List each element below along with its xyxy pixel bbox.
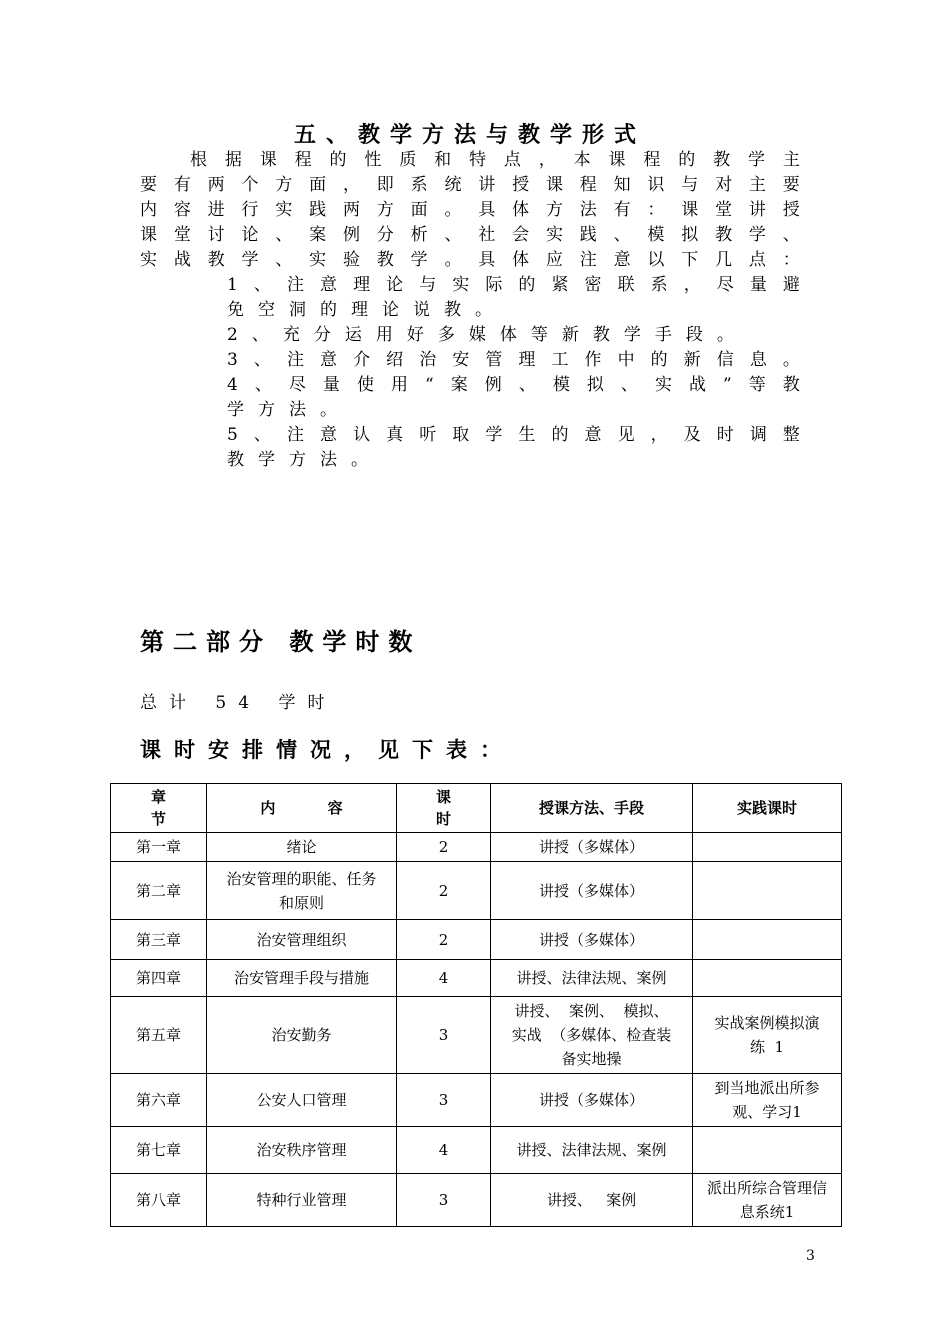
header-practice: 实践课时 — [693, 784, 842, 833]
cell-content: 绪论 — [207, 833, 397, 862]
cell-method: 讲授、 案例 — [491, 1174, 693, 1227]
cell-practice: 实战案例模拟演练 1 — [693, 997, 842, 1074]
cell-content: 治安勤务 — [207, 997, 397, 1074]
cell-method: 讲授（多媒体） — [491, 862, 693, 920]
cell-practice: 到当地派出所参观、学习1 — [693, 1074, 842, 1127]
total-hours: 总计 54 学时 — [140, 693, 337, 713]
cell-practice: 派出所综合管理信息系统1 — [693, 1174, 842, 1227]
cell-hours: 4 — [397, 960, 491, 997]
cell-method: 讲授（多媒体） — [491, 833, 693, 862]
cell-practice — [693, 1127, 842, 1174]
cell-content: 治安管理手段与措施 — [207, 960, 397, 997]
section-title: 五、教学方法与教学形式 — [293, 122, 646, 148]
list-item: 2 、 充 分 运 用 好 多 媒 体 等 新 教 学 手 段 。 — [227, 325, 734, 345]
header-hours: 课 时 — [397, 784, 491, 833]
cell-content: 特种行业管理 — [207, 1174, 397, 1227]
cell-chapter: 第一章 — [111, 833, 207, 862]
cell-chapter: 第七章 — [111, 1127, 207, 1174]
list-item-continuation: 学 方 法 。 — [227, 400, 337, 420]
header-chapter: 章 节 — [111, 784, 207, 833]
table-header-row — [111, 784, 842, 833]
cell-content: 治安秩序管理 — [207, 1127, 397, 1174]
cell-hours: 3 — [397, 1074, 491, 1127]
table-row — [111, 960, 842, 997]
list-item-continuation: 教 学 方 法 。 — [227, 450, 368, 470]
table-row — [111, 997, 842, 1074]
cell-hours: 2 — [397, 920, 491, 960]
list-item: 3 、 注 意 介 绍 治 安 管 理 工 作 中 的 新 信 息 。 — [227, 350, 800, 370]
cell-content: 治安管理的职能、任务和原则 — [207, 862, 397, 920]
paragraph-line: 内 容 进 行 实 践 两 方 面 。 具 体 方 法 有 ： 课 堂 讲 授 — [140, 200, 800, 220]
paragraph-line: 根 据 课 程 的 性 质 和 特 点 ， 本 课 程 的 教 学 主 — [190, 150, 800, 170]
cell-chapter: 第六章 — [111, 1074, 207, 1127]
paragraph-line: 要 有 两 个 方 面 ， 即 系 统 讲 授 课 程 知 识 与 对 主 要 — [140, 175, 800, 195]
table-row — [111, 1174, 842, 1227]
table-row — [111, 833, 842, 862]
cell-practice — [693, 833, 842, 862]
section-paragraph — [140, 148, 800, 473]
table-row — [111, 1074, 842, 1127]
cell-hours: 3 — [397, 1174, 491, 1227]
paragraph-line: 课 堂 讨 论 、 案 例 分 析 、 社 会 实 践 、 模 拟 教 学 、 — [140, 225, 800, 245]
cell-chapter: 第四章 — [111, 960, 207, 997]
table-row — [111, 920, 842, 960]
cell-hours: 3 — [397, 997, 491, 1074]
header-content: 内 容 — [207, 784, 397, 833]
cell-method: 讲授、 案例、 模拟、 实战 （多媒体、检查装备实地操 — [491, 997, 693, 1074]
list-item: 1 、 注 意 理 论 与 实 际 的 紧 密 联 系 ， 尽 量 避 — [227, 275, 800, 295]
cell-practice — [693, 862, 842, 920]
header-method: 授课方法、手段 — [491, 784, 693, 833]
cell-method: 讲授、法律法规、案例 — [491, 1127, 693, 1174]
cell-practice — [693, 920, 842, 960]
cell-content: 公安人口管理 — [207, 1074, 397, 1127]
list-item: 4 、 尽 量 使 用 “ 案 例 、 模 拟 、 实 战 ” 等 教 — [227, 375, 800, 395]
table-row — [111, 1127, 842, 1174]
cell-hours: 4 — [397, 1127, 491, 1174]
page-number: 3 — [806, 1248, 815, 1264]
schedule-table — [110, 783, 842, 1227]
list-item: 5 、 注 意 认 真 听 取 学 生 的 意 见 ， 及 时 调 整 — [227, 425, 800, 445]
cell-chapter: 第八章 — [111, 1174, 207, 1227]
cell-chapter: 第三章 — [111, 920, 207, 960]
table-row — [111, 862, 842, 920]
cell-method: 讲授（多媒体） — [491, 1074, 693, 1127]
cell-method: 讲授、法律法规、案例 — [491, 960, 693, 997]
part-title: 第二部分 教学时数 — [140, 627, 422, 656]
arrangement-title: 课时安排情况，见下表： — [140, 737, 514, 762]
paragraph-line: 实 战 教 学 、 实 验 教 学 。 具 体 应 注 意 以 下 几 点 ： — [140, 250, 800, 270]
cell-hours: 2 — [397, 833, 491, 862]
cell-practice — [693, 960, 842, 997]
cell-method: 讲授（多媒体） — [491, 920, 693, 960]
cell-chapter: 第五章 — [111, 997, 207, 1074]
cell-chapter: 第二章 — [111, 862, 207, 920]
list-item-continuation: 免 空 洞 的 理 论 说 教 。 — [227, 300, 492, 320]
cell-content: 治安管理组织 — [207, 920, 397, 960]
cell-hours: 2 — [397, 862, 491, 920]
